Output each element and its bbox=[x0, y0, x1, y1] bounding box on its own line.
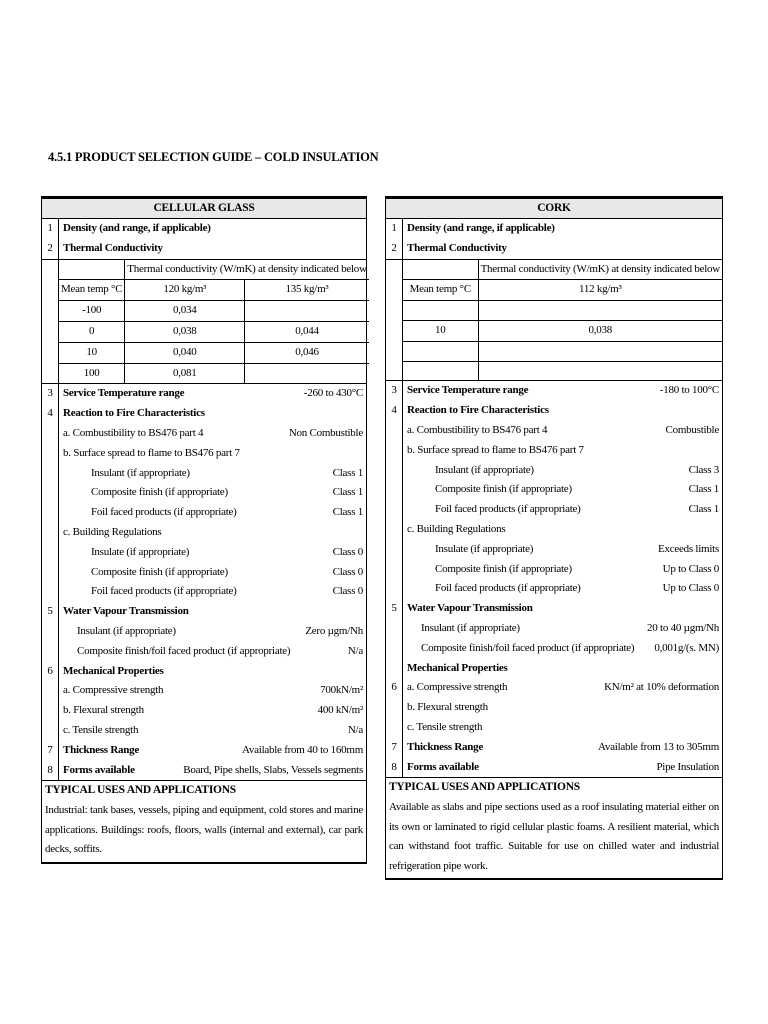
mechanical-label: Mechanical Properties bbox=[63, 664, 164, 677]
fire-row bbox=[386, 401, 722, 421]
tc-cell: 0,081 bbox=[125, 363, 245, 383]
combustibility-label: a. Combustibility to BS476 part 4 bbox=[407, 423, 548, 436]
density-row bbox=[386, 219, 722, 239]
tc-cell: -100 bbox=[59, 301, 125, 322]
wv-insulant-row bbox=[42, 622, 366, 642]
foil-label: Foil faced products (if appropriate) bbox=[435, 503, 581, 516]
tensile-label: c. Tensile strength bbox=[63, 723, 139, 736]
tc-cell bbox=[403, 341, 478, 361]
wv-insulant-value: 20 to 40 µgm/Nh bbox=[647, 621, 719, 634]
insulant-value: Class 1 bbox=[332, 466, 363, 479]
foil-label: Foil faced products (if appropriate) bbox=[91, 506, 237, 519]
composite-value: Class 1 bbox=[332, 486, 363, 499]
service-temp-label: Service Temperature range bbox=[63, 387, 185, 400]
density-row bbox=[42, 219, 366, 239]
uses-title: TYPICAL USES AND APPLICATIONS bbox=[386, 777, 722, 798]
thickness-value: Available from 13 to 305mm bbox=[598, 740, 719, 753]
table-row bbox=[403, 320, 722, 341]
tc-cell: 0,038 bbox=[125, 321, 245, 342]
wv-composite-label: Composite finish/foil faced product (if appropriate) bbox=[77, 644, 291, 657]
table-row bbox=[403, 301, 722, 321]
foil-value: Class 1 bbox=[688, 503, 719, 516]
row-number: 2 bbox=[386, 239, 403, 259]
tc-cell: 0,046 bbox=[245, 342, 369, 363]
building-regs-row bbox=[386, 520, 722, 540]
row-number: 8 bbox=[42, 761, 59, 781]
surface-spread-row bbox=[386, 441, 722, 461]
tensile-row bbox=[386, 718, 722, 738]
foil-label: Foil faced products (if appropriate) bbox=[435, 582, 581, 595]
row-number: 3 bbox=[42, 384, 59, 404]
tc-cell bbox=[478, 361, 722, 380]
composite-label: Composite finish (if appropriate) bbox=[435, 562, 572, 575]
composite-value: Class 0 bbox=[332, 565, 363, 578]
building-regs-row bbox=[42, 523, 366, 543]
flexural-label: b. Flexural strength bbox=[407, 701, 488, 714]
composite-value: Up to Class 0 bbox=[662, 562, 719, 575]
panel-title: CORK bbox=[386, 199, 722, 219]
tc-cell: 0,034 bbox=[125, 301, 245, 322]
tc-cell bbox=[403, 301, 478, 321]
row-number: 5 bbox=[386, 599, 403, 619]
thermal-conductivity-table-wrap bbox=[42, 259, 366, 385]
foil-value: Class 0 bbox=[332, 585, 363, 598]
insulant-label: Insulant (if appropriate) bbox=[91, 466, 190, 479]
tc-col-mean-temp: Mean temp °C bbox=[59, 280, 125, 301]
uses-text: Available as slabs and pipe sections used as a roof insulating material either on its own or laminated to rigid cellular plastic foams. A resilient material, which can withstand foot traffic. Suitable for use on chilled water and industrial refrigeration pipe work. bbox=[389, 801, 719, 872]
composite-label: Composite finish (if appropriate) bbox=[91, 565, 228, 578]
tc-col-mean-temp: Mean temp °C bbox=[403, 280, 478, 301]
surface-spread-label: b. Surface spread to flame to BS476 part 7 bbox=[407, 443, 584, 456]
compressive-value: KN/m² at 10% deformation bbox=[604, 681, 719, 694]
section-heading: 4.5.1 PRODUCT SELECTION GUIDE – COLD INSULATION bbox=[48, 150, 379, 164]
insulant-label: Insulant (if appropriate) bbox=[435, 463, 534, 476]
tc-col-120: 120 kg/m³ bbox=[125, 280, 245, 301]
wv-composite-value: N/a bbox=[347, 644, 363, 657]
combustibility-value: Non Combustible bbox=[288, 426, 363, 439]
wv-composite-value: 0,001g/(s. MN) bbox=[654, 641, 719, 654]
compressive-label: a. Compressive strength bbox=[407, 681, 508, 694]
tc-cell: 0,044 bbox=[245, 321, 369, 342]
row-number: 1 bbox=[386, 219, 403, 239]
forms-row bbox=[42, 761, 366, 781]
thickness-label: Thickness Range bbox=[407, 740, 484, 753]
surface-spread-row bbox=[42, 444, 366, 464]
regs-foil-row bbox=[42, 582, 366, 602]
thickness-row bbox=[386, 738, 722, 758]
combustibility-row bbox=[386, 421, 722, 441]
surface-foil-row bbox=[42, 503, 366, 523]
service-temp-value: -180 to 100°C bbox=[659, 384, 719, 397]
tc-col-135: 135 kg/m³ bbox=[245, 280, 369, 301]
wv-composite-row bbox=[42, 642, 366, 662]
thickness-row bbox=[42, 741, 366, 761]
composite-label: Composite finish (if appropriate) bbox=[435, 483, 572, 496]
tc-cell: 0,038 bbox=[478, 320, 722, 341]
combustibility-label: a. Combustibility to BS476 part 4 bbox=[63, 426, 204, 439]
tc-cell bbox=[403, 361, 478, 380]
wv-composite-label: Composite finish/foil faced product (if appropriate) bbox=[421, 641, 635, 654]
surface-insulant-row bbox=[386, 461, 722, 481]
mechanical-label: Mechanical Properties bbox=[407, 661, 508, 674]
row-number: 1 bbox=[42, 219, 59, 239]
regs-foil-row bbox=[386, 579, 722, 599]
foil-value: Class 1 bbox=[332, 506, 363, 519]
regs-insulate-row bbox=[386, 540, 722, 560]
forms-label: Forms available bbox=[407, 760, 479, 773]
insulant-value: Class 3 bbox=[688, 463, 719, 476]
foil-value: Up to Class 0 bbox=[662, 582, 719, 595]
density-label: Density (and range, if applicable) bbox=[63, 222, 211, 234]
compressive-label: a. Compressive strength bbox=[63, 684, 164, 697]
fire-row bbox=[42, 404, 366, 424]
composite-value: Class 1 bbox=[688, 483, 719, 496]
forms-value: Board, Pipe shells, Slabs, Vessels segments bbox=[183, 763, 363, 776]
service-temp-row bbox=[386, 381, 722, 401]
panel-title: CELLULAR GLASS bbox=[42, 199, 366, 219]
row-number: 7 bbox=[42, 741, 59, 761]
thickness-value: Available from 40 to 160mm bbox=[242, 743, 363, 756]
table-row bbox=[59, 342, 369, 363]
insulate-value: Exceeds limits bbox=[658, 542, 719, 555]
fire-label: Reaction to Fire Characteristics bbox=[63, 407, 205, 420]
regs-composite-row bbox=[386, 560, 722, 580]
row-number: 3 bbox=[386, 381, 403, 401]
tc-cell: 10 bbox=[59, 342, 125, 363]
flexural-label: b. Flexural strength bbox=[63, 704, 144, 717]
foil-label: Foil faced products (if appropriate) bbox=[91, 585, 237, 598]
forms-row bbox=[386, 758, 722, 778]
water-vapour-row bbox=[42, 602, 366, 622]
row-number: 6 bbox=[42, 662, 59, 682]
combustibility-row bbox=[42, 424, 366, 444]
service-temp-row bbox=[42, 384, 366, 404]
wv-insulant-value: Zero µgm/Nh bbox=[305, 624, 363, 637]
thickness-label: Thickness Range bbox=[63, 743, 140, 756]
flexural-value: 400 kN/m² bbox=[317, 704, 363, 717]
row-number: 5 bbox=[42, 602, 59, 622]
insulate-label: Insulate (if appropriate) bbox=[91, 545, 190, 558]
tc-header: Thermal conductivity (W/mK) at density indicated below bbox=[478, 260, 722, 280]
table-row bbox=[403, 361, 722, 380]
building-regs-label: c. Building Regulations bbox=[407, 522, 506, 535]
mechanical-row bbox=[42, 662, 366, 682]
thermal-conductivity-table-wrap bbox=[386, 259, 722, 382]
thermal-conductivity-label: Thermal Conductivity bbox=[63, 241, 163, 254]
compressive-value: 700kN/m² bbox=[320, 684, 363, 697]
density-label: Density (and range, if applicable) bbox=[407, 222, 555, 234]
surface-foil-row bbox=[386, 500, 722, 520]
water-vapour-label: Water Vapour Transmission bbox=[63, 605, 189, 618]
service-temp-label: Service Temperature range bbox=[407, 384, 529, 397]
tc-col-112: 112 kg/m³ bbox=[478, 280, 722, 301]
wv-insulant-row bbox=[386, 619, 722, 639]
tensile-value: N/a bbox=[347, 723, 363, 736]
surface-composite-row bbox=[386, 480, 722, 500]
row-number: 6 bbox=[386, 678, 403, 698]
row-number: 4 bbox=[386, 401, 403, 421]
uses-title: TYPICAL USES AND APPLICATIONS bbox=[42, 780, 366, 801]
tc-cell bbox=[478, 301, 722, 321]
tensile-row bbox=[42, 721, 366, 741]
water-vapour-label: Water Vapour Transmission bbox=[407, 602, 533, 615]
thermal-conductivity-row bbox=[42, 239, 366, 259]
row-number: 8 bbox=[386, 758, 403, 778]
tc-cell bbox=[478, 341, 722, 361]
tc-header: Thermal conductivity (W/mK) at density indicated below bbox=[125, 260, 369, 280]
tensile-label: c. Tensile strength bbox=[407, 720, 483, 733]
forms-label: Forms available bbox=[63, 763, 135, 776]
flexural-row bbox=[42, 701, 366, 721]
regs-insulate-row bbox=[42, 543, 366, 563]
surface-composite-row bbox=[42, 483, 366, 503]
thermal-conductivity-label: Thermal Conductivity bbox=[407, 241, 507, 254]
fire-label: Reaction to Fire Characteristics bbox=[407, 404, 549, 417]
service-temp-value: -260 to 430°C bbox=[303, 387, 363, 400]
wv-insulant-label: Insulant (if appropriate) bbox=[421, 621, 520, 634]
table-row bbox=[59, 363, 369, 383]
table-row bbox=[403, 341, 722, 361]
cellular-glass-panel bbox=[41, 196, 367, 864]
regs-composite-row bbox=[42, 563, 366, 583]
surface-insulant-row bbox=[42, 464, 366, 484]
uses-text: Industrial: tank bases, vessels, piping and equipment, cold stores and marine applications. Buildings: roofs, floors, walls (internal and external), car park decks, soffits. bbox=[45, 804, 363, 856]
table-row bbox=[59, 301, 369, 322]
thermal-conductivity-table bbox=[403, 260, 722, 381]
tc-cell: 100 bbox=[59, 363, 125, 383]
tc-cell: 10 bbox=[403, 320, 478, 341]
wv-composite-row bbox=[386, 639, 722, 659]
tc-cell bbox=[245, 301, 369, 322]
tc-cell: 0,040 bbox=[125, 342, 245, 363]
table-row bbox=[59, 321, 369, 342]
row-number: 4 bbox=[42, 404, 59, 424]
forms-value: Pipe Insulation bbox=[656, 760, 719, 773]
thermal-conductivity-row bbox=[386, 239, 722, 259]
composite-label: Composite finish (if appropriate) bbox=[91, 486, 228, 499]
thermal-conductivity-table bbox=[59, 260, 369, 384]
compressive-row bbox=[42, 681, 366, 701]
row-number: 2 bbox=[42, 239, 59, 259]
row-number: 7 bbox=[386, 738, 403, 758]
water-vapour-row bbox=[386, 599, 722, 619]
building-regs-label: c. Building Regulations bbox=[63, 525, 162, 538]
wv-insulant-label: Insulant (if appropriate) bbox=[77, 624, 176, 637]
cork-panel bbox=[385, 196, 723, 880]
flexural-row bbox=[386, 698, 722, 718]
tc-cell: 0 bbox=[59, 321, 125, 342]
tc-cell bbox=[245, 363, 369, 383]
surface-spread-label: b. Surface spread to flame to BS476 part 7 bbox=[63, 446, 240, 459]
mechanical-row bbox=[386, 659, 722, 679]
combustibility-value: Combustible bbox=[665, 423, 719, 436]
insulate-label: Insulate (if appropriate) bbox=[435, 542, 534, 555]
insulate-value: Class 0 bbox=[332, 545, 363, 558]
compressive-row bbox=[386, 678, 722, 698]
